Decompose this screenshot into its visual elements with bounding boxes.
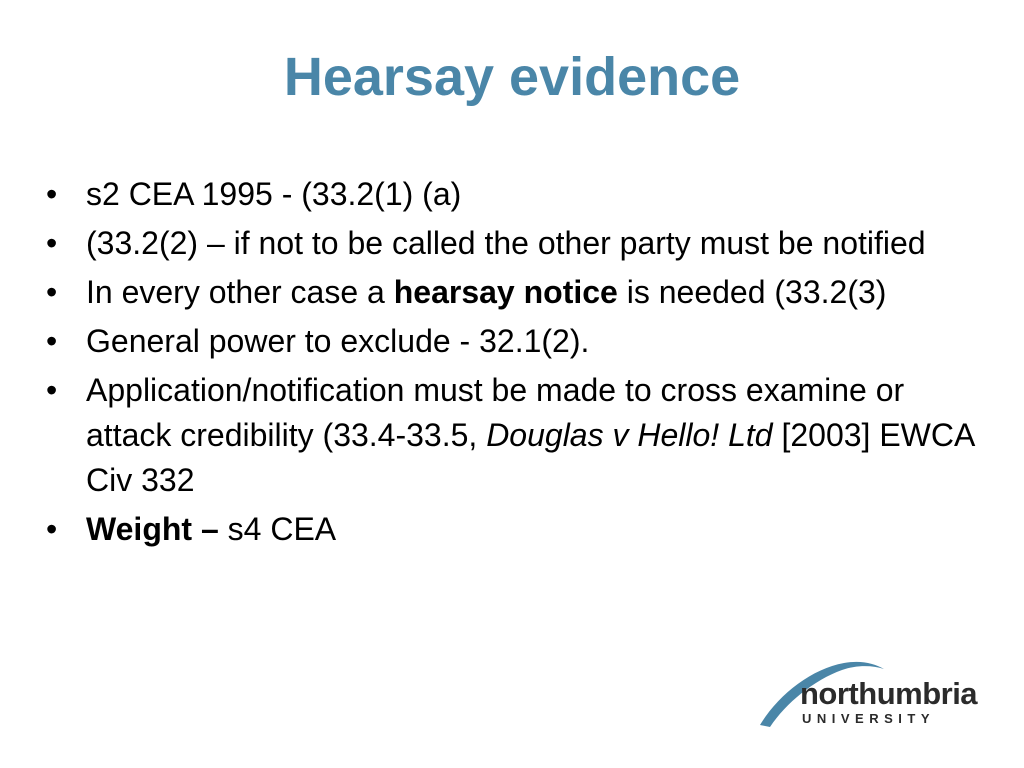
case-citation-italic: Douglas v Hello! Ltd xyxy=(486,417,773,453)
northumbria-logo xyxy=(756,655,978,735)
bullet-text: (33.2(2) – if not to be called the other party must be notified xyxy=(86,225,926,261)
bullet-dot: • xyxy=(46,372,58,408)
bullet-dot: • xyxy=(46,225,58,261)
bullet-dot: • xyxy=(46,323,58,359)
bullet-text-bold: Weight – xyxy=(86,511,228,547)
bullet-item-2 xyxy=(46,221,986,266)
bullet-dot: • xyxy=(46,511,58,547)
bullet-text: General power to exclude - 32.1(2). xyxy=(86,323,590,359)
bullet-dot: • xyxy=(46,176,58,212)
logo-subtitle: UNIVERSITY xyxy=(802,711,936,726)
bullet-text-bold: hearsay notice xyxy=(393,274,618,310)
bullet-text-pre: In every other case a xyxy=(86,274,394,310)
bullet-item-6 xyxy=(46,507,986,552)
slide-title: Hearsay evidence xyxy=(283,47,741,107)
bullet-text-post: s4 CEA xyxy=(227,511,337,547)
bullet-dot: • xyxy=(46,274,58,310)
bullet-text-post: [2003] EWCA Civ 332 xyxy=(86,417,974,498)
bullet-item-1 xyxy=(46,172,986,217)
bullet-text-post: is needed (33.2(3) xyxy=(617,274,887,310)
bullet-item-5 xyxy=(46,368,986,503)
bullet-list xyxy=(46,172,986,556)
bullet-item-3 xyxy=(46,270,986,315)
logo-wordmark: northumbria xyxy=(800,676,978,711)
bullet-text-pre: Application/notification must be made to cross examine or attack credibility (33.4-33.5, xyxy=(86,372,905,453)
bullet-item-4 xyxy=(46,319,986,364)
bullet-text: s2 CEA 1995 - (33.2(1) (a) xyxy=(86,176,462,212)
